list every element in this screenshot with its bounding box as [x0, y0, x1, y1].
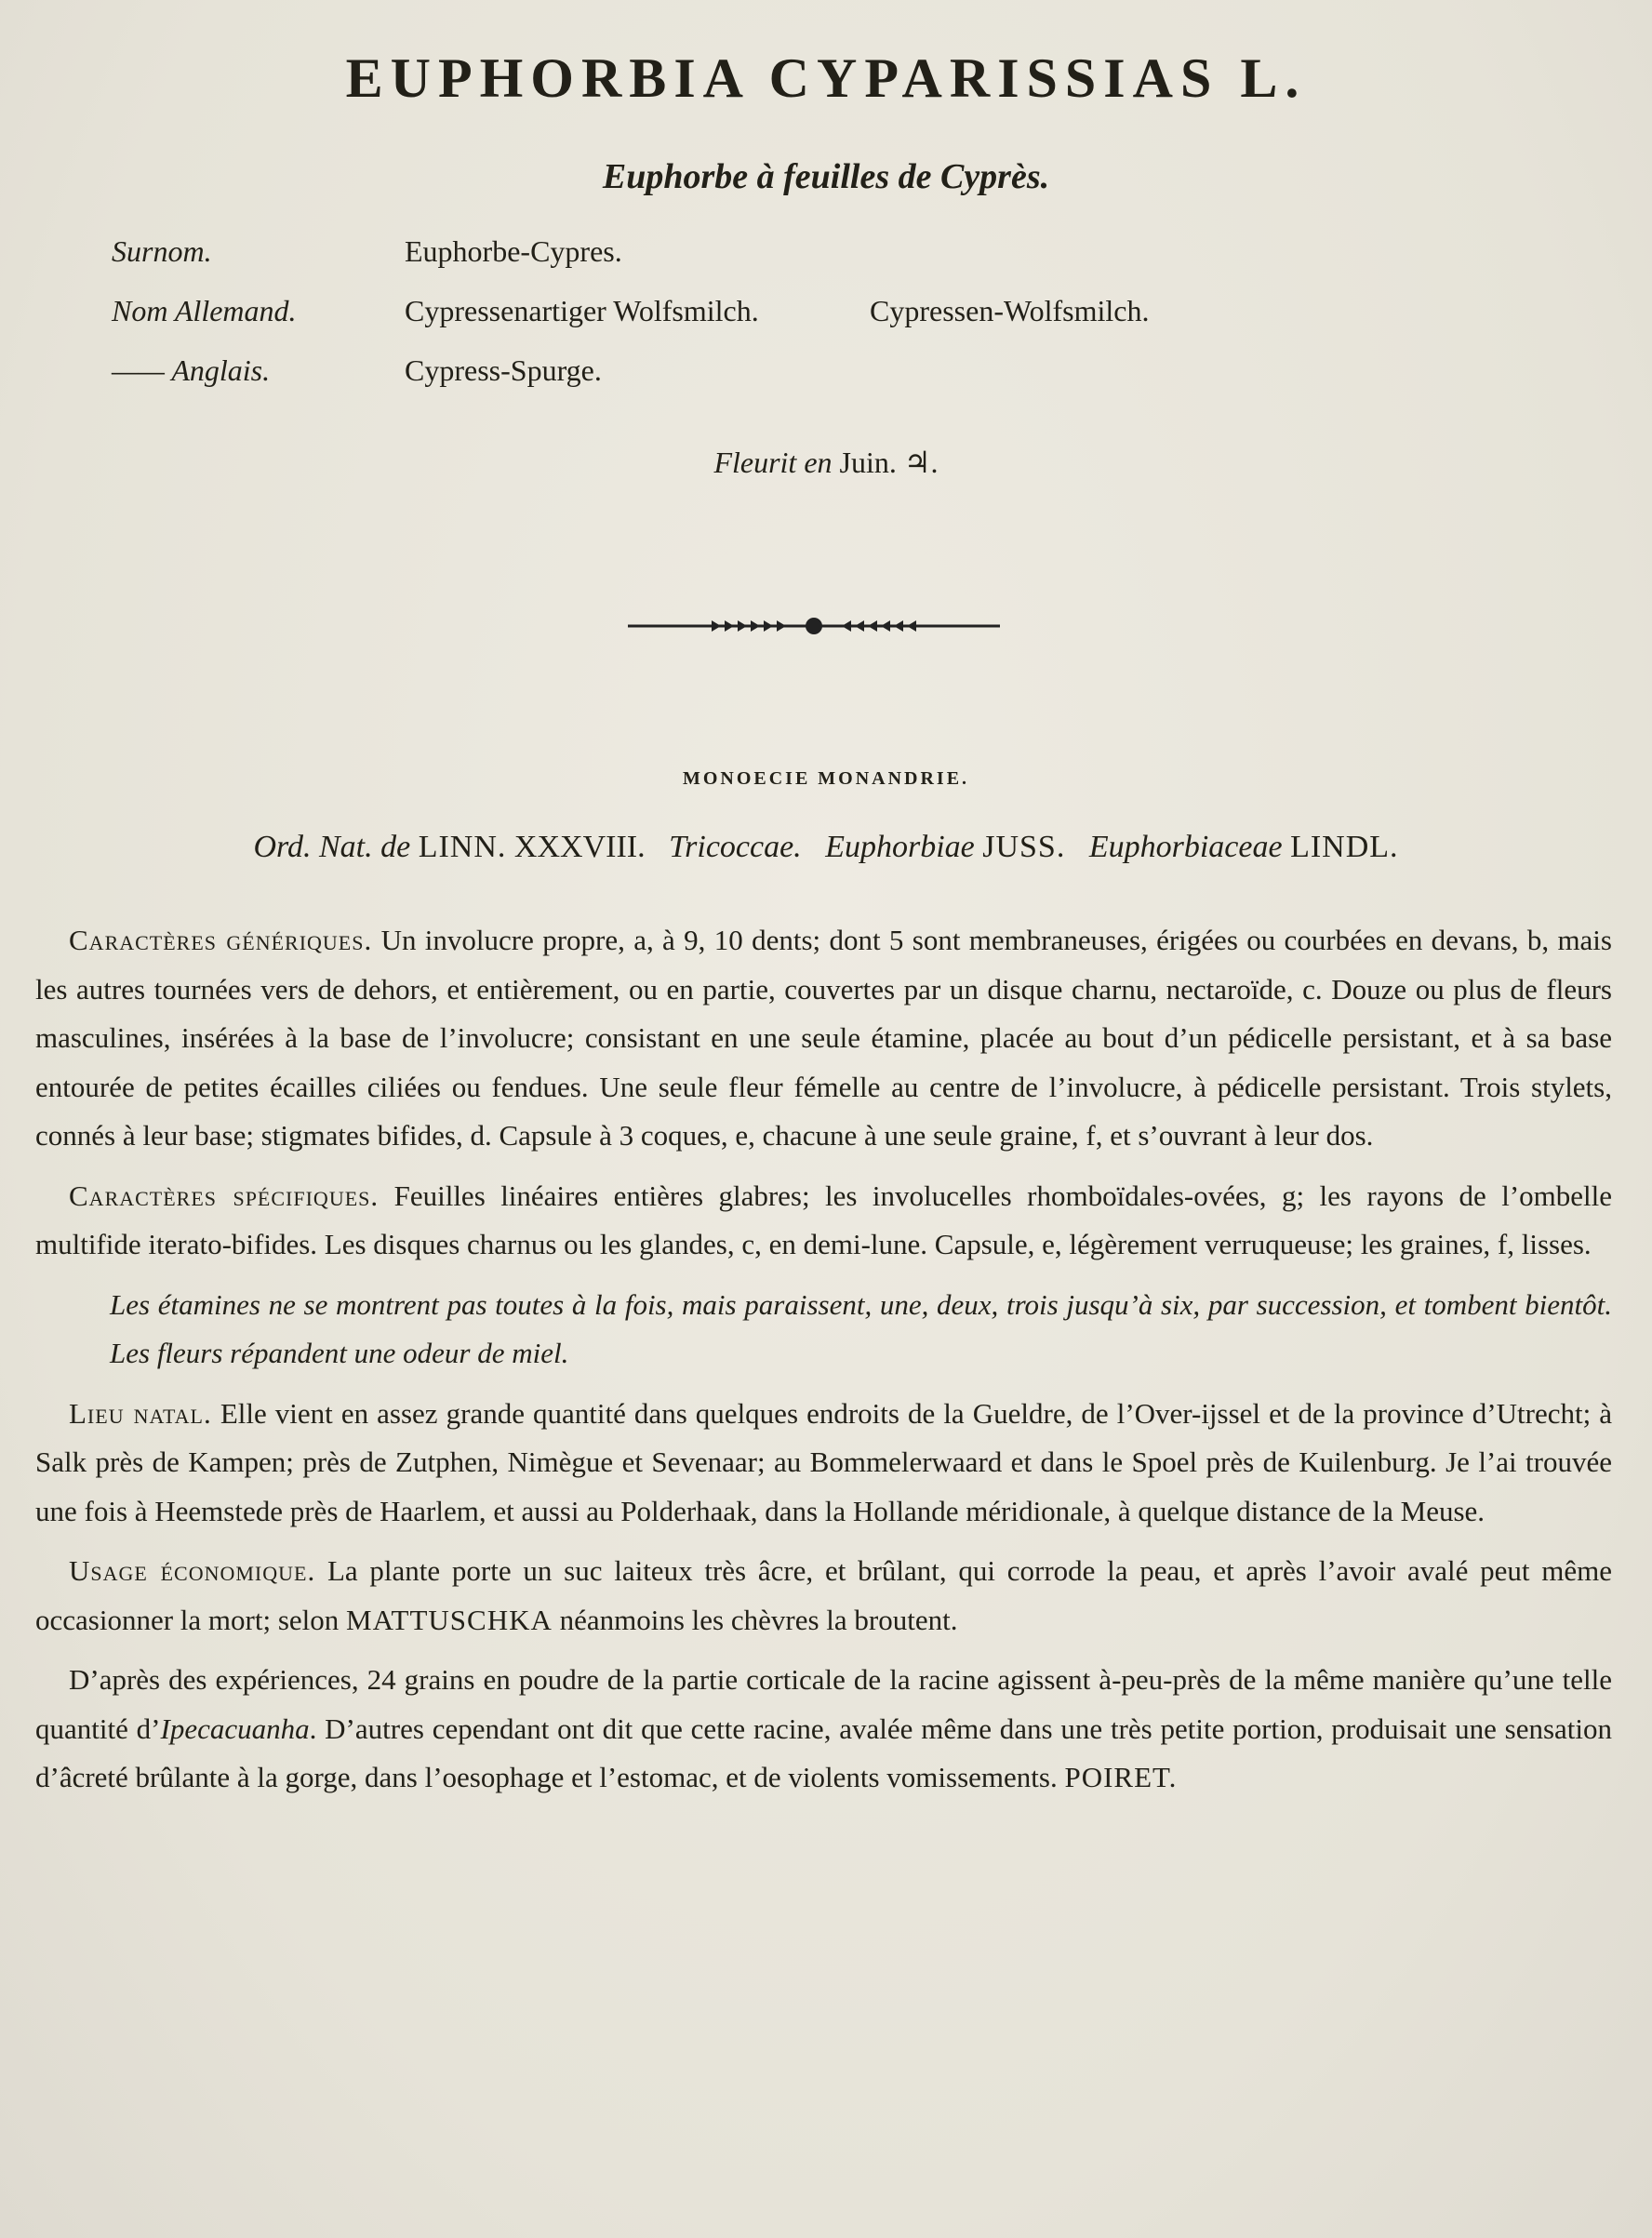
- order-number: XXXVIII.: [513, 830, 646, 864]
- experiments-ipeca: Ipecacuanha: [160, 1712, 310, 1745]
- page-title: EUPHORBIA CYPARISSIAS L.: [345, 47, 1307, 109]
- usage-text-2: néanmoins les chèvres la broutent.: [559, 1603, 958, 1636]
- order-lindl: LINDL.: [1290, 830, 1399, 864]
- description-body: [35, 916, 1612, 1814]
- generic-text: Un involucre propre, a, à 9, 10 dents; dont 5 sont membraneuses, érigées ou courbées en devans, b, mais les autres tournées vers de dehors, et entièrement, ou en partie, couvertes par un disque charnu, nectaroïde, c. Douze ou plus de fleurs masculines, insérées à la base de l’involucre; consistant en une seule étamine, placée au bout d’un pédicelle persistant, et à sa base entourée de petites écailles ciliées ou fendues. Une seule fleur fémelle au centre de l’involucre, à pédicelle persistant. Trois stylets, connés à leur base; stigmates bifides, d. Capsule à 3 coques, e, chacune à une seule graine, f, et s’ouvrant à leur dos.: [35, 924, 1612, 1152]
- economic-use: [35, 1547, 1612, 1645]
- flowering-prefix: Fleurit en: [713, 446, 833, 479]
- perennial-symbol: ♃.: [903, 446, 939, 479]
- flowering-month: Juin.: [839, 446, 897, 479]
- native-habitat: [35, 1390, 1612, 1537]
- stamen-note: Les étamines ne se montrent pas toutes à la fois, mais paraissent, une, deux, trois jusqu’à six, par succession, et tombent bientôt. Les fleurs répandent une odeur de miel.: [110, 1287, 1612, 1369]
- order-euphorbiae: Euphorbiae: [825, 830, 975, 864]
- anglais-label: —— Anglais.: [112, 353, 271, 387]
- french-name: Euphorbe à feuilles de Cyprès.: [602, 157, 1050, 196]
- order-euphorbiaceae: Euphorbiaceae: [1088, 830, 1283, 864]
- generic-characters: [35, 916, 1612, 1161]
- anglais-value: Cypress-Spurge.: [405, 353, 602, 387]
- experiments-text-1: D’après des expériences, 24 grains en poudre de la partie corticale de la racine agissent à-peu-près de la même manière qu’une telle quantité d’: [35, 1663, 1612, 1745]
- allemand-value-2: Cypressen-Wolfsmilch.: [870, 294, 1150, 327]
- order-tricoccae: Tricoccae.: [669, 830, 802, 864]
- allemand-label: Nom Allemand.: [112, 294, 297, 327]
- habitat-lead: Lieu natal.: [69, 1396, 212, 1430]
- ornament-divider: [628, 612, 1000, 640]
- specific-text: Feuilles linéaires entières glabres; les involucelles rhomboïdales-ovées, g; les rayons de l’ombelle multifide iterato-bifides. Les disques charnus ou les glandes, c, en demi-lune. Capsule, e, légèrement verruqueuse; les graines, f, lisses.: [35, 1179, 1612, 1260]
- linnaean-class: MONOECIE MONANDRIE.: [682, 768, 970, 789]
- order-linn: LINN.: [418, 830, 507, 864]
- experiments: [35, 1656, 1612, 1803]
- usage-author: MATTUSCHKA: [346, 1603, 553, 1636]
- surnom-label: Surnom.: [112, 234, 212, 268]
- generic-lead: Caractères génériques.: [69, 924, 373, 956]
- allemand-value-1: Cypressenartiger Wolfsmilch.: [405, 294, 759, 327]
- order-prefix: Ord. Nat. de: [253, 830, 411, 864]
- specific-lead: Caractères spécifiques.: [69, 1179, 380, 1212]
- habitat-text: Elle vient en assez grande quantité dans quelques endroits de la Gueldre, de l’Over-ijssel et de la province d’Utrecht; à Salk près de Kampen; près de Zutphen, Nimègue et Sevenaar; au Bommelerwaard et dans le Spoel près de Kuilenburg. Je l’ai trouvée une fois à Heemstede près de Haarlem, et aussi au Polderhaak, dans la Hollande méridionale, à quelque distance de la Meuse.: [35, 1396, 1612, 1527]
- flowering-line: [0, 445, 1652, 480]
- usage-lead: Usage économique.: [69, 1554, 316, 1587]
- usage-text-1: La plante porte un suc laiteux très âcre, et brûlant, qui corrode la peau, et après l’avoir avalé peut même occasionner la mort; selon: [35, 1554, 1612, 1636]
- order-juss: JUSS.: [982, 830, 1066, 864]
- specific-characters: [35, 1172, 1612, 1270]
- natural-order-line: [0, 830, 1652, 865]
- surnom-value: Euphorbe-Cypres.: [405, 234, 622, 268]
- experiments-author: POIRET.: [1064, 1761, 1178, 1793]
- experiments-text-2: . D’autres cependant ont dit que cette racine, avalée même dans une très petite portion, produisait une sensation d’âcreté brûlante à la gorge, dans l’oesophage et l’estomac, et de violents vomissements.: [35, 1712, 1613, 1793]
